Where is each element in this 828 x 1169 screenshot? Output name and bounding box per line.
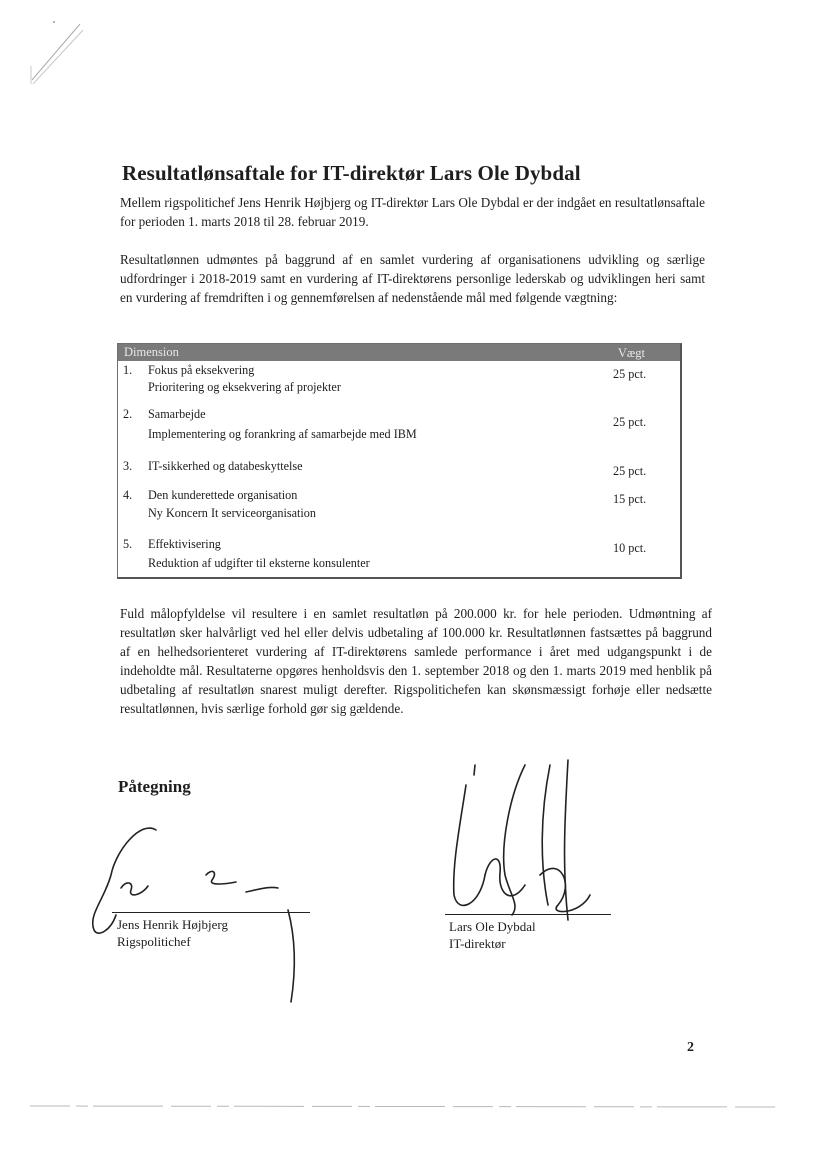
row-dimension: Fokus på eksekvering — [148, 363, 255, 377]
row-number: 4. — [123, 488, 133, 502]
row-dimension: Effektivisering — [148, 537, 221, 551]
signature-line-left — [112, 912, 310, 913]
result-paragraph: Fuld målopfyldelse vil resultere i en samlet resultatløn på 200.000 kr. for hele perioden. Udmøntning af resultatløn sker halvårligt ved hel eller delvis udbetaling af 100.000 kr. Resultatlønnen fastsættes på baggrund af en helhedsorienteret vurdering af IT-direktørens samlede performance i året med udgangspunkt i de indeholdte mål. Resultaterne opgøres henholdsvis den 1. september 2018 og den 1. marts 2019 med henblik på udbetaling af resultatløn snarest muligt derefter. Rigspolitichefen kan skønsmæssigt forhøje eller nedsætte resultatlønnen, hvis særlige forhold gør sig gældende. — [120, 606, 712, 716]
signature-right — [440, 755, 640, 925]
scan-footer-line — [30, 1103, 780, 1111]
row-description: Ny Koncern It serviceorganisation — [148, 506, 316, 520]
basis-paragraph: Resultatlønnen udmøntes på baggrund af en samlet vurdering af organisationens udvikling og særlige udfordringer i 2018-2019 samt en vurdering af IT-direktørens personlige lederskab og udviklingen heri samt en vurdering af fremdriften i og gennemførelsen af nedenstående mål med følgende vægtning: — [120, 252, 705, 305]
row-dimension: Den kunderettede organisation — [148, 488, 298, 502]
document-title: Resultatlønsaftale for IT-direktør Lars Ole Dybdal — [122, 161, 581, 185]
row-weight: 15 pct. — [613, 492, 647, 506]
row-dimension: IT-sikkerhed og databeskyttelse — [148, 459, 303, 473]
row-weight: 10 pct. — [613, 541, 647, 555]
page-number: 2 — [687, 1040, 694, 1055]
signature-left — [86, 820, 316, 1010]
row-weight: 25 pct. — [613, 367, 647, 381]
endorsement-heading: Påtegning — [118, 777, 191, 796]
row-number: 5. — [123, 537, 133, 551]
signatory-title-right: IT-direktør — [449, 936, 506, 951]
signature-line-right — [445, 914, 611, 915]
signatory-name-left: Jens Henrik Højbjerg — [117, 917, 228, 932]
header-dimension: Dimension — [124, 345, 179, 359]
row-dimension: Samarbejde — [148, 407, 206, 421]
row-number: 2. — [123, 407, 133, 421]
dimension-table — [117, 343, 682, 579]
scan-corner-mark — [28, 18, 88, 88]
row-description: Implementering og forankring af samarbejde med IBM — [148, 427, 417, 441]
row-weight: 25 pct. — [613, 415, 647, 429]
row-number: 1. — [123, 363, 133, 377]
row-number: 3. — [123, 459, 133, 473]
row-description: Prioritering og eksekvering af projekter — [148, 380, 341, 394]
row-weight: 25 pct. — [613, 464, 647, 478]
signatory-title-left: Rigspolitichef — [117, 934, 191, 949]
table-header — [118, 344, 680, 361]
signatory-name-right: Lars Ole Dybdal — [449, 919, 536, 934]
intro-paragraph: Mellem rigspolitichef Jens Henrik Højbjerg og IT-direktør Lars Ole Dybdal er der indgået en resultatlønsaftale for perioden 1. marts 2018 til 28. februar 2019. — [120, 195, 705, 229]
row-description: Reduktion af udgifter til eksterne konsulenter — [148, 556, 370, 570]
header-weight: Vægt — [617, 346, 645, 360]
